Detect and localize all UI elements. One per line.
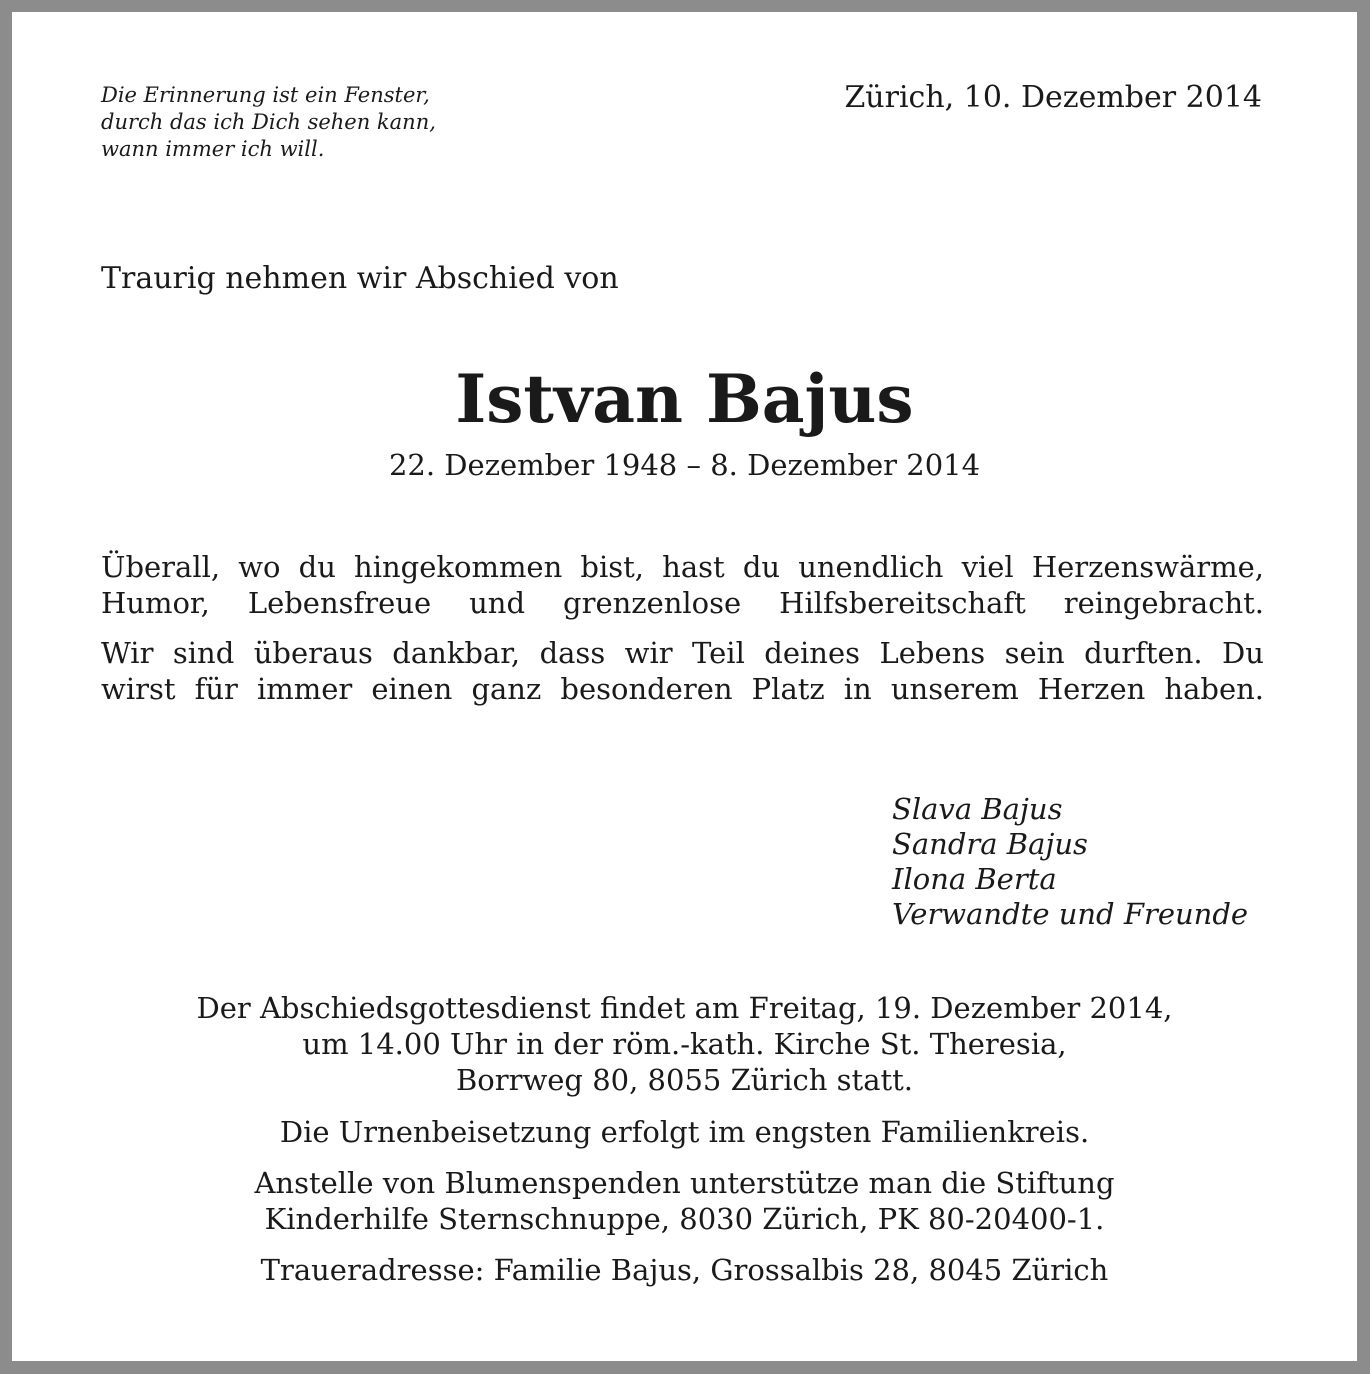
donation-note [12,1165,1357,1237]
service-line: Borrweg 80, 8055 Zürich statt. [455,1063,914,1097]
donation-line: Kinderhilfe Sternschnuppe, 8030 Zürich, PK 80-20400-1. [264,1202,1105,1236]
mourner-name: Verwandte und Freunde [892,897,1249,931]
obituary-page [12,12,1357,1361]
service-details [12,990,1357,1098]
service-line: um 14.00 Uhr in der röm.-kath. Kirche St. Theresia, [302,1027,1067,1061]
motto-line: durch das ich Dich sehen kann, [101,110,436,134]
donation-line: Anstelle von Blumenspenden unterstütze man die Stiftung [254,1166,1115,1200]
intro-text: Traurig nehmen wir Abschied von [101,261,619,296]
mourning-address-line: Traueradresse: Familie Bajus, Grossalbis 28, 8045 Zürich [260,1253,1109,1287]
tribute-paragraph [101,549,1264,621]
mourner-name: Ilona Berta [892,862,1057,896]
motto-line: Die Erinnerung ist ein Fenster, [101,83,430,107]
tribute-line: Überall, wo du hingekommen bist, hast du unendlich viel Herzenswärme, [101,550,1264,584]
mourners-list [892,792,1248,932]
mourner-name: Sandra Bajus [892,827,1088,861]
tribute-line: wirst für immer einen ganz besonderen Platz in unserem Herzen haben. [101,672,1264,706]
tribute-paragraph [101,635,1264,707]
mourner-name: Slava Bajus [892,792,1063,826]
burial-note [12,1114,1357,1150]
mourning-address [12,1252,1357,1288]
tribute-line: Wir sind überaus dankbar, dass wir Teil deines Lebens sein durften. Du [101,636,1264,670]
motto-line: wann immer ich will. [101,137,325,161]
motto-quote [101,82,436,163]
life-dates: 22. Dezember 1948 – 8. Dezember 2014 [388,448,981,482]
service-line: Der Abschiedsgottesdienst findet am Freitag, 19. Dezember 2014, [196,991,1173,1025]
burial-line: Die Urnenbeisetzung erfolgt im engsten Familienkreis. [279,1115,1090,1149]
place-date: Zürich, 10. Dezember 2014 [844,80,1262,115]
deceased-name: Istvan Bajus [455,360,914,438]
tribute-line: Humor, Lebensfreue und grenzenlose Hilfsbereitschaft reingebracht. [101,586,1264,620]
